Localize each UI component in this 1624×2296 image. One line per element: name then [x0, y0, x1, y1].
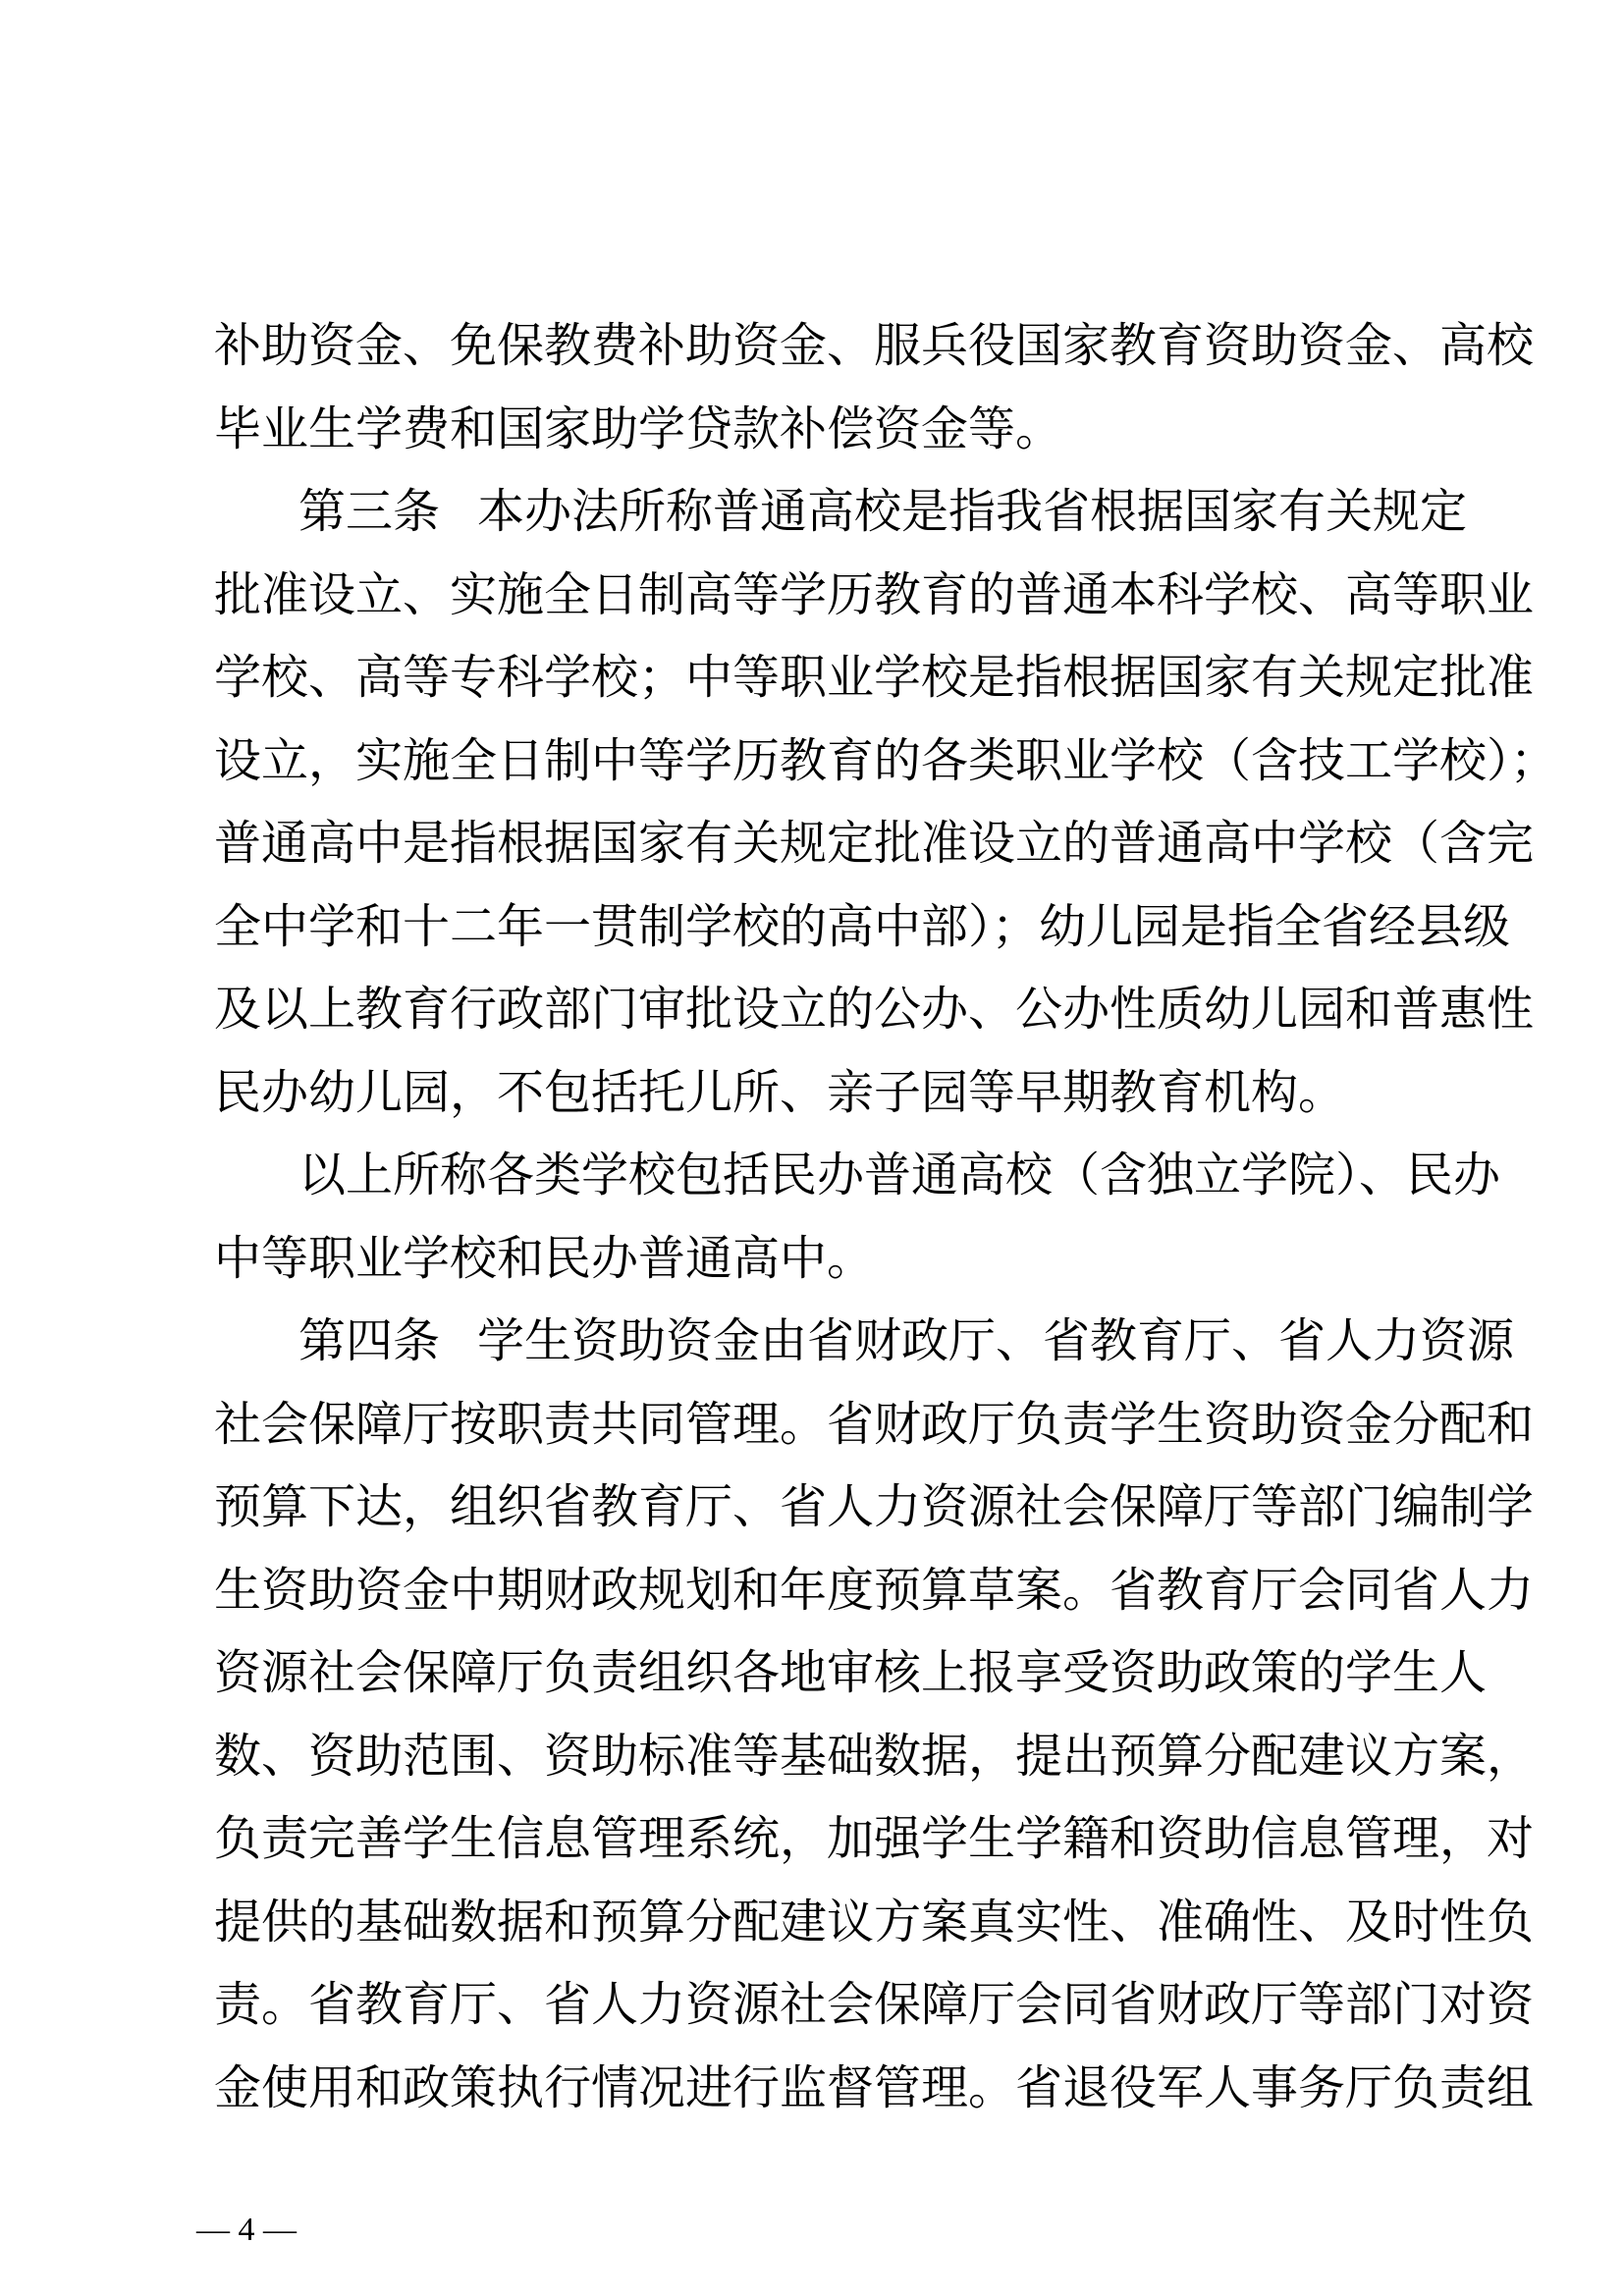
text-span: 学生资助资金由省财政厅、省教育厅、省人力资源 — [477, 1313, 1515, 1368]
article-3-first-line — [214, 470, 1468, 554]
text-line: 普通高中是指根据国家有关规定批准设立的普通高中学校（含完 — [214, 816, 1535, 871]
article-heading: 第三条 — [298, 484, 441, 539]
text-line: 金使用和政策执行情况进行监督管理。省退役军人事务厅负责组 — [214, 2059, 1535, 2115]
text-line: 设立，实施全日制中等学历教育的各类职业学校（含技工学校）； — [214, 732, 1558, 788]
text-line: 预算下达，组织省教育厅、省人力资源社会保障厅等部门编制学 — [214, 1479, 1535, 1534]
text-line: 数、资助范围、资助标准等基础数据，提出预算分配建议方案， — [214, 1728, 1535, 1784]
text-line: 资源社会保障厅负责组织各地审核上报享受资助政策的学生人 — [214, 1645, 1488, 1700]
document-body — [214, 304, 1558, 2129]
text-line: 社会保障厅按职责共同管理。省财政厅负责学生资助资金分配和 — [214, 1396, 1535, 1452]
text-line: 民办幼儿园，不包括托儿所、亲子园等早期教育机构。 — [214, 1064, 1346, 1120]
text-line: 生资助资金中期财政规划和年度预算草案。省教育厅会同省人力 — [214, 1562, 1535, 1618]
text-line: 及以上教育行政部门审批设立的公办、公办性质幼儿园和普惠性 — [214, 982, 1535, 1037]
text-line: 补助资金、免保教费补助资金、服兵役国家教育资助资金、高校 — [214, 318, 1535, 373]
text-line: 以上所称各类学校包括民办普通高校（含独立学院）、民办 — [298, 1148, 1501, 1202]
text-span: 本办法所称普通高校是指我省根据国家有关规定 — [477, 484, 1468, 539]
text-line: 毕业生学费和国家助学贷款补偿资金等。 — [214, 400, 1063, 456]
article-heading: 第四条 — [298, 1313, 441, 1368]
text-line: 批准设立、实施全日制高等学历教育的普通本科学校、高等职业 — [214, 566, 1535, 622]
text-line: 提供的基础数据和预算分配建议方案真实性、准确性、及时性负 — [214, 1894, 1535, 1949]
text-line: 负责完善学生信息管理系统，加强学生学籍和资助信息管理，对 — [214, 1811, 1535, 1866]
text-line: 全中学和十二年一贯制学校的高中部）；幼儿园是指全省经县级 — [214, 898, 1511, 954]
article-4-first-line — [214, 1300, 1515, 1383]
page-number: — 4 — — [196, 2212, 297, 2248]
text-line: 学校、高等专科学校；中等职业学校是指根据国家有关规定批准 — [214, 650, 1535, 705]
text-line: 中等职业学校和民办普通高中。 — [214, 1230, 875, 1286]
text-line: 责。省教育厅、省人力资源社会保障厅会同省财政厅等部门对资 — [214, 1977, 1535, 2032]
